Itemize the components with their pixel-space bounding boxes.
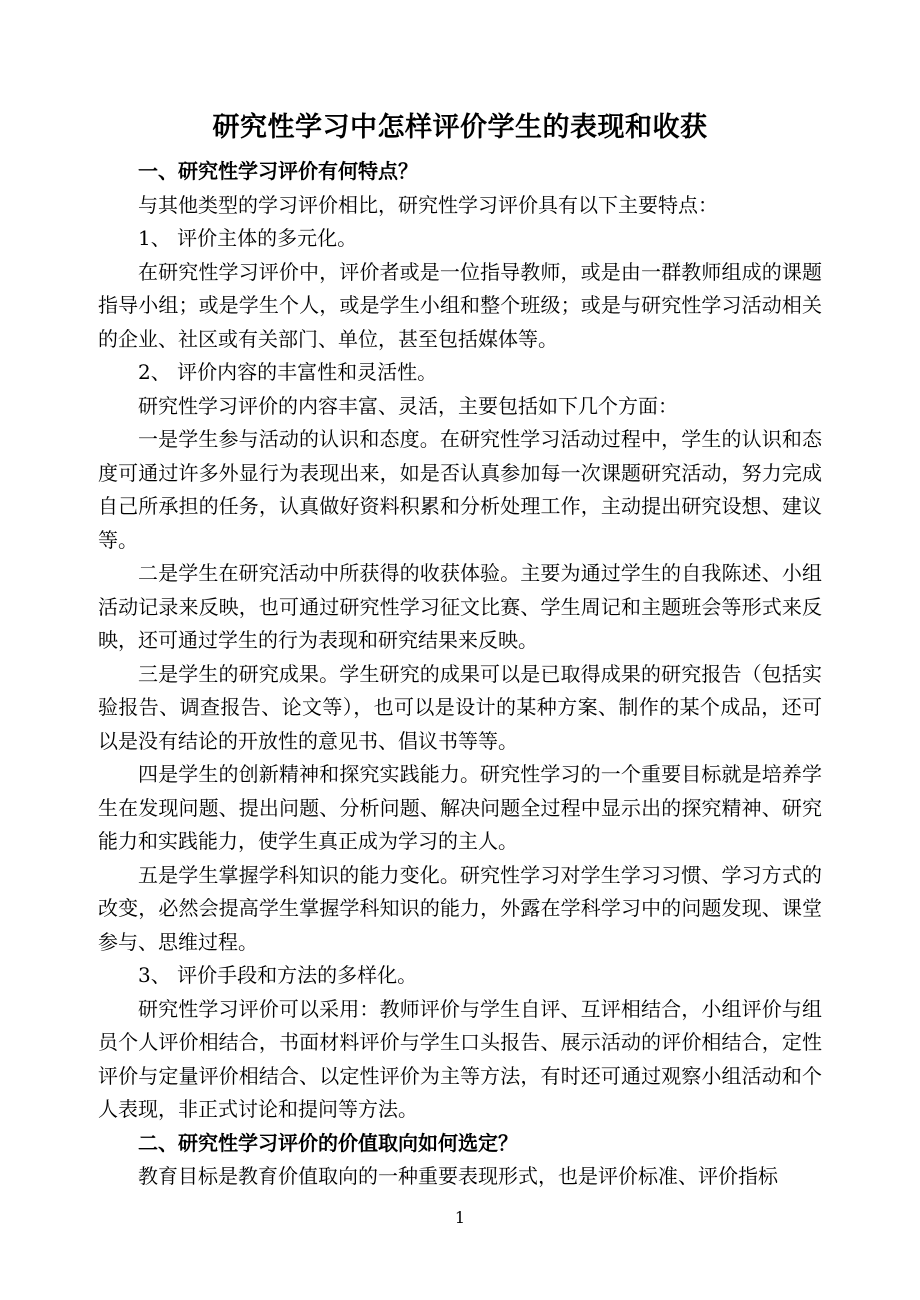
paragraph: 研究性学习评价可以采用：教师评价与学生自评、互评相结合，小组评价与组员个人评价相结合，书面材料评价与学生口头报告、展示活动的评价相结合，定性评价与定量评价相结合、以定性评价为主等方法，有时还可通过观察小组活动和个人表现，非正式讨论和提问等方法。	[98, 996, 822, 1121]
paragraph: 五是学生掌握学科知识的能力变化。研究性学习对学生学习习惯、学习方式的改变，必然会提高学生掌握学科知识的能力，外露在学科学习中的问题发现、课堂参与、思维过程。	[98, 862, 822, 954]
list-item-heading: 3、 评价手段和方法的多样化。	[138, 963, 418, 987]
list-item-heading: 2、 评价内容的丰富性和灵活性。	[138, 360, 438, 384]
paragraph: 研究性学习评价的内容丰富、灵活，主要包括如下几个方面：	[138, 393, 678, 418]
paragraph: 四是学生的创新精神和探究实践能力。研究性学习的一个重要目标就是培养学生在发现问题、提出问题、分析问题、解决问题全过程中显示出的探究精神、研究能力和实践能力，使学生真正成为学习的主人。	[98, 762, 822, 853]
section-heading: 二、研究性学习评价的价值取向如何选定？	[138, 1130, 518, 1155]
paragraph: 二是学生在研究活动中所获得的收获体验。主要为通过学生的自我陈述、小组活动记录来反映，也可通过研究性学习征文比赛、学生周记和主题班会等形式来反映，还可通过学生的行为表现和研究结果来反映。	[98, 561, 822, 652]
document-body	[98, 155, 822, 1194]
paragraph: 三是学生的研究成果。学生研究的成果可以是已取得成果的研究报告（包括实验报告、调查报告、论文等），也可以是设计的某种方案、制作的某个成品，还可以是没有结论的开放性的意见书、倡议书等等。	[98, 661, 822, 753]
page-number: 1	[454, 1208, 466, 1227]
paragraph: 一是学生参与活动的认识和态度。在研究性学习活动过程中，学生的认识和态度可通过许多外显行为表现出来，如是否认真参加每一次课题研究活动，努力完成自己所承担的任务，认真做好资料积累和分析处理工作，主动提出研究设想、建议等。	[98, 427, 822, 552]
paragraph: 与其他类型的学习评价相比，研究性学习评价具有以下主要特点：	[138, 192, 718, 217]
section-heading: 一、研究性学习评价有何特点？	[138, 159, 418, 183]
document-title: 研究性学习中怎样评价学生的表现和收获	[212, 112, 708, 143]
paragraph: 教育目标是教育价值取向的一种重要表现形式，也是评价标准、评价指标	[138, 1164, 778, 1188]
list-item-heading: 1、 评价主体的多元化。	[138, 226, 358, 250]
paragraph: 在研究性学习评价中，评价者或是一位指导教师，或是由一群教师组成的课题指导小组；或是学生个人，或是学生小组和整个班级；或是与研究性学习活动相关的企业、社区或有关部门、单位，甚至包括媒体等。	[98, 259, 822, 351]
